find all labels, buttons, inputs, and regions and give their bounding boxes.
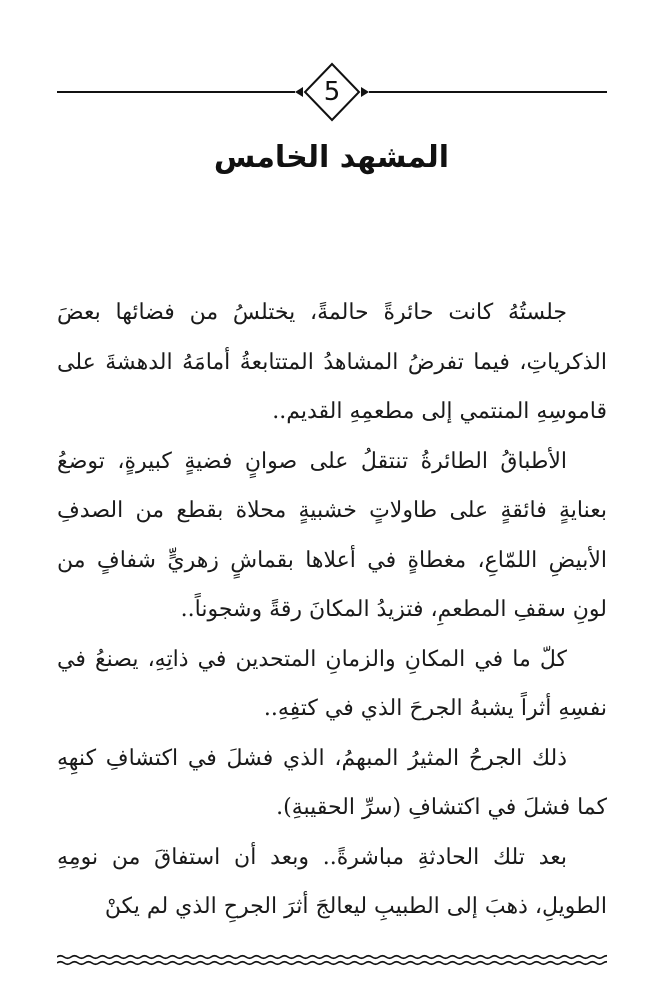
paragraph: كلّ ما في المكانِ والزمانِ المتحدين في ذاتِهِ، يصنعُ في نفسِهِ أثراً يشبهُ الجرحَ الذي في كتفِهِ..: [57, 646, 607, 721]
chapter-text: [57, 288, 607, 932]
bottom-wavy-rule: [57, 952, 607, 968]
paragraph: الأطباقُ الطائرةُ تنتقلُ على صوانٍ فضيةٍ كبيرةٍ، توضعُ بعنايةٍ فائقةٍ على طاولاتٍ خشبيةٍ محلاة بقطع من الصدفِ الأبيضِ اللمّاعِ، مغطاةٍ في أعلاها بقماشٍ زهريٍّ شفافٍ من لونِ سقفِ المطعمِ، فتزيدُ المكانَ رقةً وشجوناً..: [57, 448, 607, 622]
wavy-divider-icon: [57, 952, 607, 968]
chapter-header-ornament: [57, 62, 607, 122]
chapter-title: المشهد الخامس: [213, 140, 450, 175]
paragraph: جلستُهُ كانت حائرةً حالمةً، يختلسُ من فضائها بعضَ الذكرياتِ، فيما تفرضُ المشاهدُ المتتابعةُ أمامَهُ الدهشةَ على قاموسِهِ المنتمي إلى مطعمِهِ القديم..: [57, 300, 607, 424]
paragraph: بعد تلك الحادثةِ مباشرةً.. وبعد أن استفاقَ من نومِهِ الطويلِ، ذهبَ إلى الطبيبِ ليعالجَ أثرَ الجرحِ الذي لم يكنْ: [57, 844, 607, 919]
paragraph: ذلك الجرحُ المثيرُ المبهمُ، الذي فشلَ في اكتشافِ كنهِهِ كما فشلَ في اكتشافِ (سرِّ الحقيبةِ).: [57, 745, 607, 820]
chapter-number: 5: [323, 77, 341, 107]
